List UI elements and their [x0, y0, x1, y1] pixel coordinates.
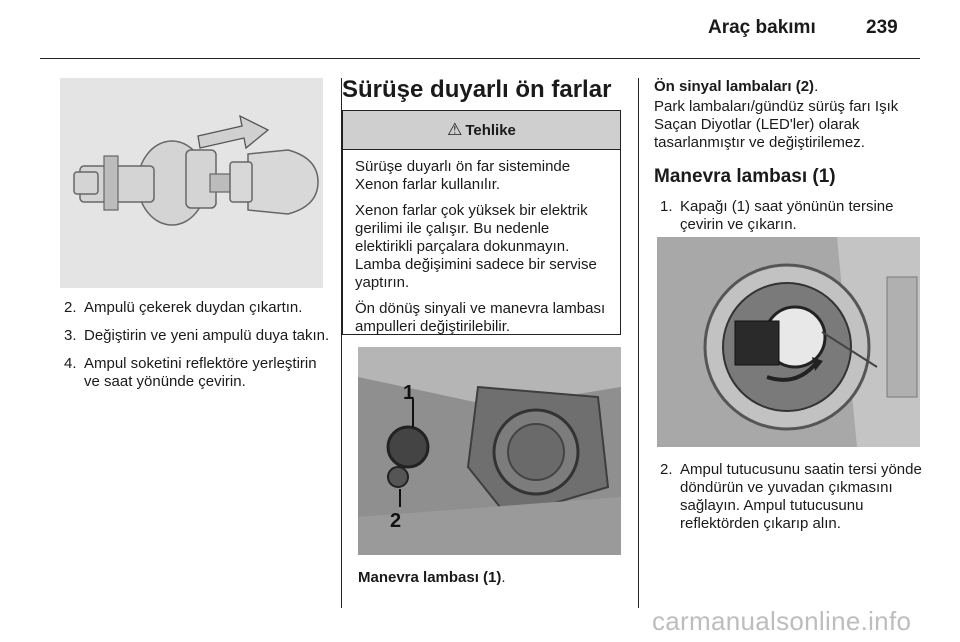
callout-label-2: 2 — [390, 510, 402, 532]
list-item — [60, 299, 335, 317]
callout-label-1: 1 — [403, 382, 415, 404]
cover-removal-photo — [657, 237, 920, 447]
danger-title: Tehlike — [465, 121, 516, 139]
headlamp-rear-photo — [358, 347, 621, 555]
holder-steps-list — [656, 461, 924, 543]
caption-tail: . — [501, 569, 506, 586]
list-item — [60, 327, 335, 345]
step-text: Kapağı (1) saat yönünün tersine çevirin ve çıkarın. — [680, 198, 894, 233]
danger-paragraph: Ön dönüş sinyali ve manevra lambası ampulleri değiştirilebilir. — [355, 300, 606, 335]
running-header-title: Araç bakımı — [708, 17, 816, 38]
step-text: Değiştirin ve yeni ampulü duya takın. — [84, 327, 330, 344]
subsection-heading: Manevra lambası (1) — [654, 166, 836, 187]
step-text: Ampulü çekerek duydan çıkartın. — [84, 299, 303, 316]
section-heading: Sürüşe duyarlı ön farlar — [342, 76, 612, 103]
danger-box-body — [343, 150, 620, 336]
intro-tail: . — [814, 78, 819, 95]
intro-line — [654, 78, 924, 96]
watermark: carmanualsonline.info — [652, 606, 912, 636]
caption-bold: Manevra lambası (1) — [358, 569, 502, 586]
list-item — [656, 461, 924, 533]
step-number: 4. — [64, 355, 77, 372]
warning-triangle-icon: ⚠ — [447, 120, 463, 139]
danger-box-header — [343, 111, 620, 150]
list-item — [656, 198, 924, 234]
led-paragraph: Park lambaları/gündüz sürüş farı Işık Saçan Diyotlar (LED'ler) olarak tasarlanmıştır ve değiştirilemez. — [654, 98, 899, 151]
page-number: 239 — [866, 17, 898, 38]
column-separator-right — [638, 78, 639, 608]
step-text: Ampul tutucusunu saatin tersi yönde döndürün ve yuvadan çıkmasını sağlayın. Ampul tutucusunu reflektörden çıkarıp alın. — [680, 461, 922, 532]
danger-paragraph: Xenon farlar çok yüksek bir elektrik gerilimi ile çalışır. Bu nedenle elektirikli parçalara dokunmayın. Lamba değişimini sadece bir servise yaptırın. — [355, 202, 597, 291]
bulb-steps-list — [60, 299, 335, 401]
list-item — [60, 355, 335, 391]
figure-caption — [358, 569, 506, 586]
bulb-removal-illustration — [60, 78, 323, 288]
step-number: 2. — [660, 461, 673, 478]
danger-box — [342, 110, 621, 335]
step-number: 2. — [64, 299, 77, 316]
intro-bold: Ön sinyal lambaları (2) — [654, 78, 815, 95]
step-number: 3. — [64, 327, 77, 344]
danger-paragraph: Sürüşe duyarlı ön far sisteminde Xenon farlar kullanılır. — [355, 158, 571, 193]
step-number: 1. — [660, 198, 673, 215]
header-rule — [40, 58, 920, 59]
step-text: Ampul soketini reflektöre yerleştirin ve saat yönünde çevirin. — [84, 355, 317, 390]
